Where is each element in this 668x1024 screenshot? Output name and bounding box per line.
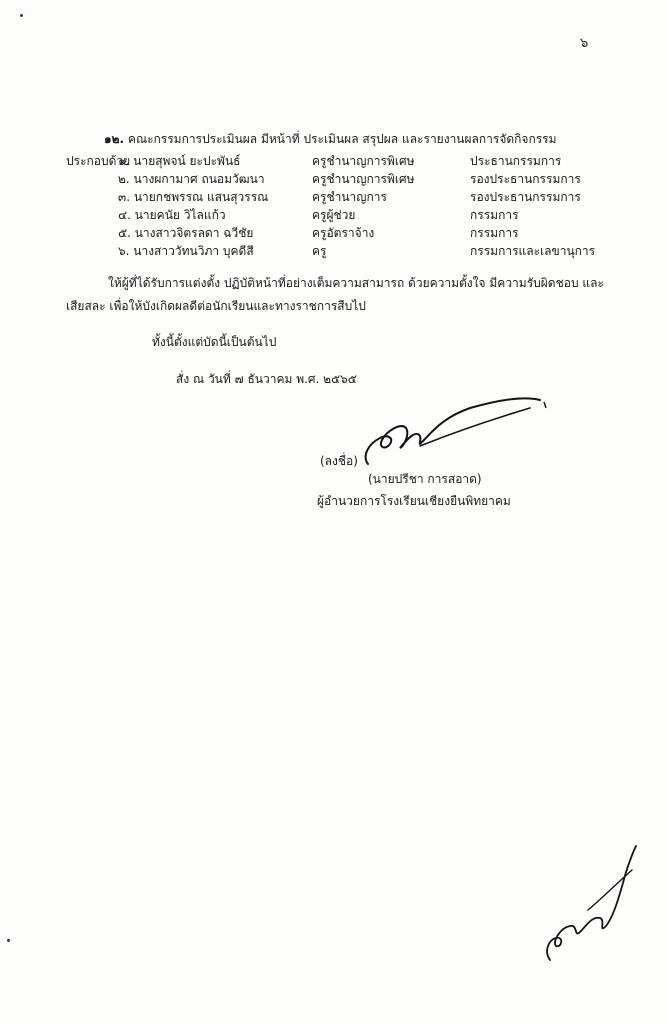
effective-statement: ทั้งนี้ตั้งแต่บัดนี้เป็นต้นไป [152,335,277,349]
member-position: ครูชำนาญการพิเศษ [312,172,415,186]
signed-label: (ลงชื่อ) [320,454,358,468]
member-role: กรรมการ [470,226,519,240]
initials-signature [540,842,640,966]
member-position: ครูชำนาญการพิเศษ [312,154,415,168]
page-number: ๖ [580,36,589,51]
member-position: ครูผู้ช่วย [312,208,356,222]
member-name: ๔. นายคนัย วิไลแก้ว [118,208,226,222]
signer-name: (นายปรีชา การสอาด) [368,472,482,486]
director-signature [360,394,560,474]
signer-title: ผู้อำนวยการโรงเรียนเชียงยืนพิทยาคม [317,494,511,508]
section-number: ๑๒. [104,132,125,146]
member-position: ครูอัตราจ้าง [312,226,375,240]
member-name: ๕. นางสาวจิตรลดา ฉวีชัย [118,226,254,240]
member-name: ๖. นางสาววัทนวิภา บุคดีสี [118,244,254,258]
member-role: ประธานกรรมการ [470,154,562,168]
order-date: สั่ง ณ วันที่ ๗ ธันวาคม พ.ศ. ๒๕๖๕ [176,372,357,386]
instruction-paragraph-line2: เสียสละ เพื่อให้บังเกิดผลดีต่อนักเรียนและทางราชการสืบไป [66,299,366,313]
member-position: ครูชำนาญการ [312,190,387,204]
member-role: กรรมการ [470,208,519,222]
member-position: ครู [312,244,327,258]
instruction-paragraph-line1: ให้ผู้ที่ได้รับการแต่งตั้ง ปฏิบัติหน้าที่อย่างเต็มความสามารถ ด้วยความตั้งใจ มีความรับผิดชอบ และ [108,276,604,290]
scan-speck [7,939,10,942]
section-heading-text: คณะกรรมการประเมินผล มีหน้าที่ ประเมินผล สรุปผล และรายงานผลการจัดกิจกรรม [127,132,557,146]
member-name: ๒. นางผกามาศ ถนอมวัฒนา [118,172,265,186]
member-role: รองประธานกรรมการ [470,190,581,204]
member-role: รองประธานกรรมการ [470,172,581,186]
member-name: ๓. นายกชพรรณ แสนสุวรรณ [118,190,269,204]
member-role: กรรมการและเลขานุการ [470,244,596,258]
section-heading [104,131,557,147]
scan-speck [20,14,23,17]
member-name: ๑. นายสุพจน์ ยะปะพันธ์ [118,154,241,168]
section-continuation: ประกอบด้วย [66,154,131,168]
